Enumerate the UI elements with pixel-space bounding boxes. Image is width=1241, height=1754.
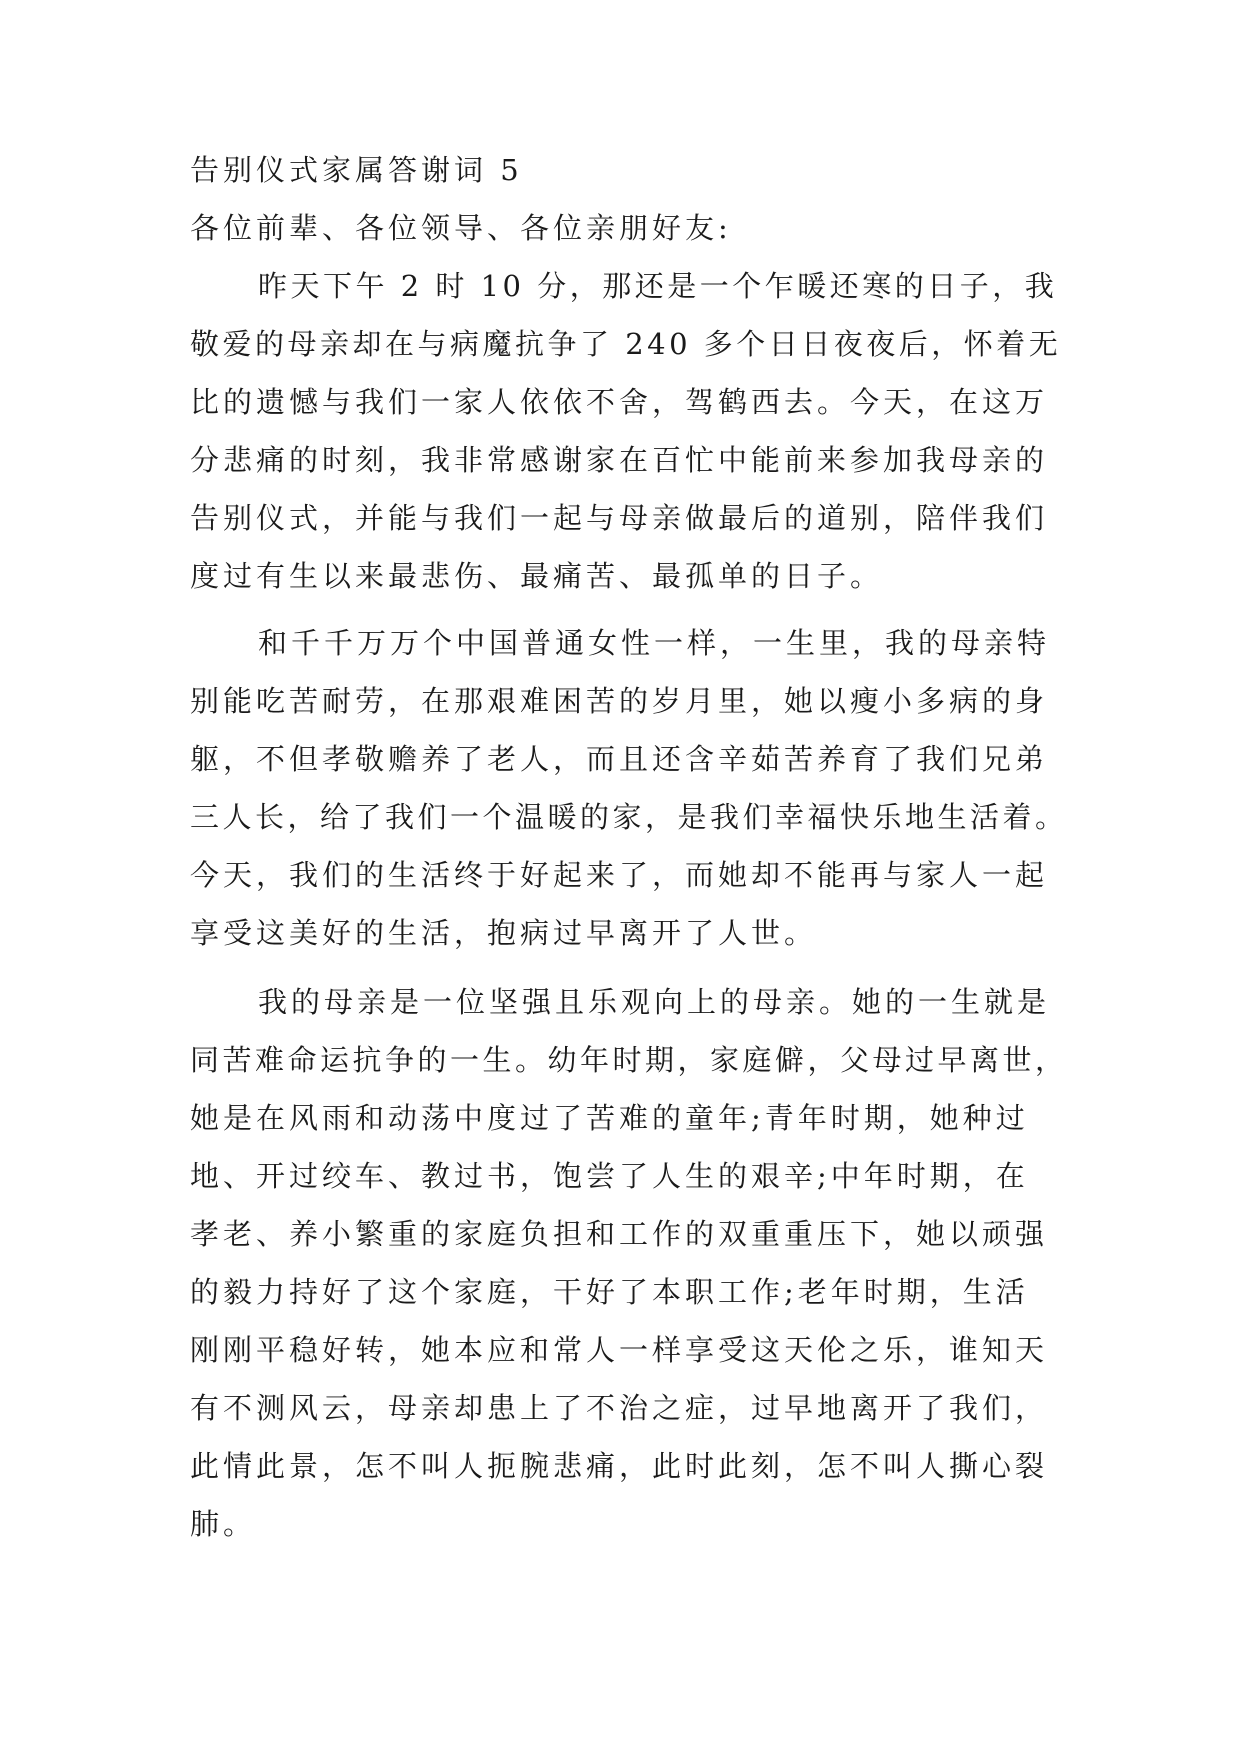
paragraph-line: 度过有生以来最悲伤、最痛苦、最孤单的日子。	[190, 559, 884, 593]
paragraph-line: 三人长，给了我们一个温暖的家，是我们幸福快乐地生活着。	[190, 800, 1068, 834]
paragraph-line: 刚刚平稳好转，她本应和常人一样享受这天伦之乐，谁知天	[190, 1333, 1049, 1367]
paragraph-line: 别能吃苦耐劳，在那艰难困苦的岁月里，她以瘦小多病的身	[190, 684, 1049, 718]
paragraph-line: 告别仪式，并能与我们一起与母亲做最后的道别，陪伴我们	[190, 501, 1049, 535]
salutation: 各位前辈、各位领导、各位亲朋好友:	[190, 211, 732, 245]
paragraph-line: 此情此景，怎不叫人扼腕悲痛，此时此刻，怎不叫人撕心裂	[190, 1449, 1049, 1483]
paragraph-line: 孝老、养小繁重的家庭负担和工作的双重重压下，她以顽强	[190, 1217, 1049, 1251]
paragraph-line: 同苦难命运抗争的一生。幼年时期，家庭僻，父母过早离世，	[190, 1043, 1068, 1077]
paragraph-line: 敬爱的母亲却在与病魔抗争了 240 多个日日夜夜后，怀着无	[190, 327, 1062, 361]
paragraph-line: 我的母亲是一位坚强且乐观向上的母亲。她的一生就是	[258, 985, 1051, 1019]
paragraph-line: 地、开过绞车、教过书，饱尝了人生的艰辛;中年时期，在	[190, 1159, 1029, 1193]
paragraph-line: 分悲痛的时刻，我非常感谢家在百忙中能前来参加我母亲的	[190, 443, 1049, 477]
paragraph-line: 她是在风雨和动荡中度过了苦难的童年;青年时期，她种过	[190, 1101, 1029, 1135]
paragraph-line: 有不测风云，母亲却患上了不治之症，过早地离开了我们，	[190, 1391, 1049, 1425]
paragraph-line: 的毅力持好了这个家庭，干好了本职工作;老年时期，生活	[190, 1275, 1029, 1309]
paragraph-line: 肺。	[190, 1507, 257, 1541]
paragraph-line: 享受这美好的生活，抱病过早离开了人世。	[190, 916, 818, 950]
paragraph-line: 昨天下午 2 时 10 分，那还是一个乍暖还寒的日子，我	[258, 269, 1058, 303]
paragraph-line: 躯，不但孝敬赡养了老人，而且还含辛茹苦养育了我们兄弟	[190, 742, 1049, 776]
paragraph-line: 和千千万万个中国普通女性一样，一生里，我的母亲特	[258, 626, 1051, 660]
paragraph-line: 比的遗憾与我们一家人依依不舍，驾鹤西去。今天，在这万	[190, 385, 1049, 419]
paragraph-line: 今天，我们的生活终于好起来了，而她却不能再与家人一起	[190, 858, 1049, 892]
document-title: 告别仪式家属答谢词 5	[190, 153, 523, 187]
